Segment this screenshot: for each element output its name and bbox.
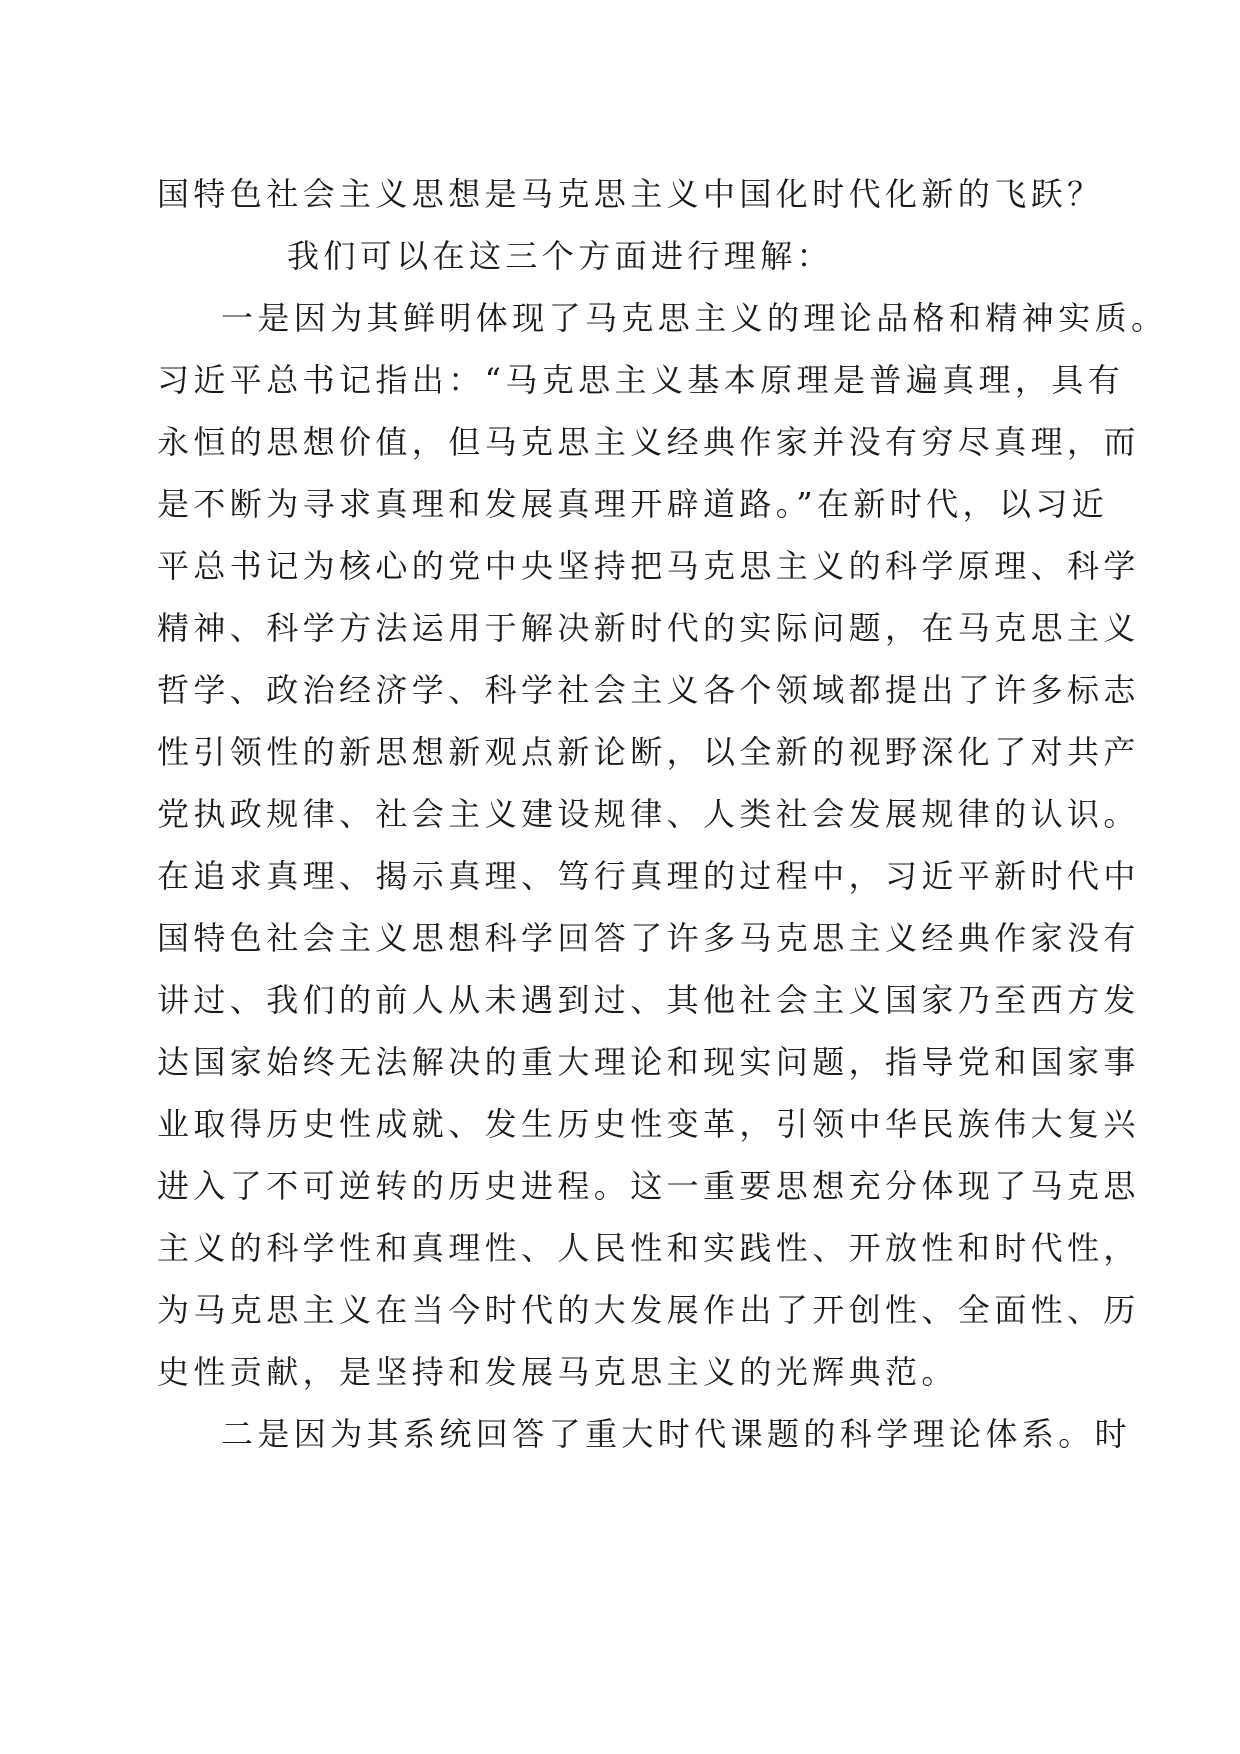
text-line-16: 业取得历史性成就、发生历史性变革，引领中华民族伟大复兴 [157, 1105, 1140, 1143]
text-line-20: 史性贡献，是坚持和发展马克思主义的光辉典范。 [157, 1353, 958, 1391]
text-line-10: 性引领性的新思想新观点新论断，以全新的视野深化了对共产 [157, 733, 1140, 771]
text-line-3: 一是因为其鲜明体现了马克思主义的理论品格和精神实质。 [221, 299, 1168, 337]
text-line-12: 在追求真理、揭示真理、笃行真理的过程中，习近平新时代中 [157, 857, 1140, 895]
text-line-6: 是不断为寻求真理和发展真理开辟道路。”在新时代，以习近 [157, 485, 1109, 523]
document-body [157, 163, 1168, 1465]
text-line-5: 永恒的思想价值，但马克思主义经典作家并没有穷尽真理，而 [157, 423, 1140, 461]
text-line-14: 讲过、我们的前人从未遇到过、其他社会主义国家乃至西方发 [157, 981, 1140, 1019]
text-line-19: 为马克思主义在当今时代的大发展作出了开创性、全面性、历 [157, 1291, 1140, 1329]
text-line-7: 平总书记为核心的党中央坚持把马克思主义的科学原理、科学 [157, 547, 1140, 585]
text-line-8: 精神、科学方法运用于解决新时代的实际问题，在马克思主义 [157, 609, 1140, 647]
text-line-13: 国特色社会主义思想科学回答了许多马克思主义经典作家没有 [157, 919, 1140, 957]
text-line-18: 主义的科学性和真理性、人民性和实践性、开放性和时代性， [157, 1229, 1140, 1267]
text-line-15: 达国家始终无法解决的重大理论和现实问题，指导党和国家事 [157, 1043, 1140, 1081]
text-line-9: 哲学、政治经济学、科学社会主义各个领域都提出了许多标志 [157, 671, 1140, 709]
text-line-21: 二是因为其系统回答了重大时代课题的科学理论体系。时 [221, 1415, 1132, 1453]
text-line-11: 党执政规律、社会主义建设规律、人类社会发展规律的认识。 [157, 795, 1140, 833]
text-line-17: 进入了不可逆转的历史进程。这一重要思想充分体现了马克思 [157, 1167, 1140, 1205]
text-line-1: 国特色社会主义思想是马克思主义中国化时代化新的飞跃？ [157, 175, 1104, 213]
text-line-2: 我们可以在这三个方面进行理解： [287, 237, 834, 275]
text-line-4: 习近平总书记指出：“马克思主义基本原理是普遍真理，具有 [157, 361, 1125, 399]
